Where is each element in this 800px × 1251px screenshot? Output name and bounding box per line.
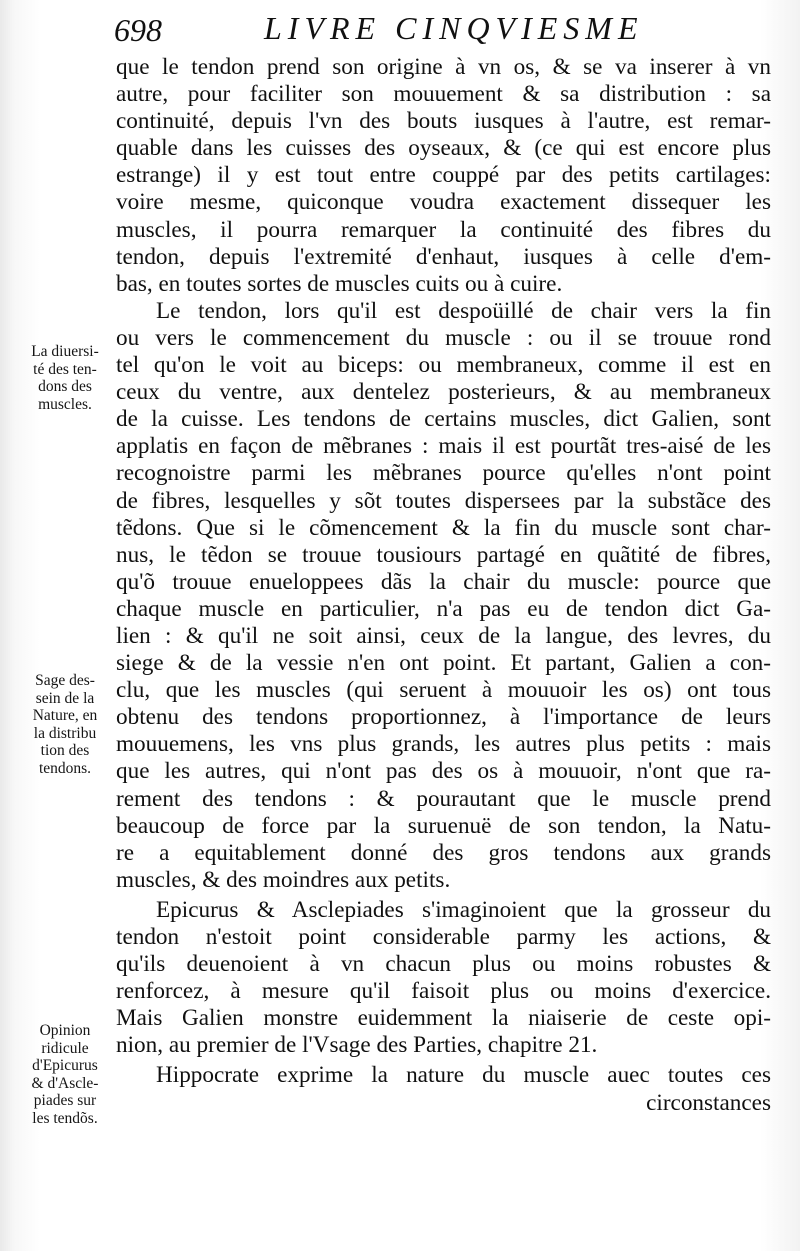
text-line: ou vers le commencement du muscle : ou il se trouue rond bbox=[116, 324, 771, 351]
margin-note-line: la distribu bbox=[33, 724, 97, 742]
main-text bbox=[116, 54, 771, 1117]
text-line: Le tendon, lors qu'il est despoüillé de chair vers la fin bbox=[156, 297, 771, 324]
text-line: renforcez, à mesure qu'il faisoit plus ou moins d'exercice. bbox=[116, 978, 771, 1005]
text-line: qu'õ trouue enueloppees dãs la chair du muscle: pource que bbox=[116, 568, 771, 595]
margin-note-line: La diuersi- bbox=[31, 343, 99, 360]
margin-note-line: dons des bbox=[38, 378, 92, 395]
text-line: quable dans les cuisses des oyseaux, & (ce qui est encore plus bbox=[116, 135, 771, 162]
margin-note-line: muscles. bbox=[38, 395, 92, 413]
text-line: chaque muscle en particulier, n'a pas eu de tendon dict Ga- bbox=[116, 595, 771, 622]
text-line: mouuemens, les vns plus grands, les autres plus petits : mais bbox=[116, 731, 771, 758]
margin-note-line: & d'Ascle- bbox=[31, 1074, 99, 1092]
text-line: de fibres, lesquelles y sõt toutes dispersees par la substãce des bbox=[116, 487, 771, 514]
text-line: tendon, depuis l'extremité d'enhaut, iusques à celle d'em- bbox=[116, 243, 771, 270]
margin-note-line: ridicule bbox=[41, 1039, 89, 1057]
text-line: re a equitablement donné des gros tendons aux grands bbox=[116, 839, 771, 866]
text-line: muscles, il pourra remarquer la continuité des fibres du bbox=[116, 216, 771, 243]
text-line: tel qu'on le voit au biceps: ou membraneux, comme il est en bbox=[116, 352, 771, 379]
text-line: bas, en toutes sortes de muscles cuits ou à cuire. bbox=[116, 270, 563, 297]
text-line: voire mesme, quiconque voudra exactement dissequer les bbox=[116, 189, 771, 216]
margin-note-line: piades sur bbox=[33, 1092, 97, 1109]
text-line: rement des tendons : & pourautant que le muscle prend bbox=[116, 785, 771, 812]
text-line: clu, que les muscles (qui seruent à mouuoir les os) ont tous bbox=[116, 677, 771, 704]
page-number: 698 bbox=[114, 12, 162, 48]
margin-note-line: les tendõs. bbox=[32, 1109, 98, 1127]
page-header bbox=[114, 8, 794, 54]
text-line: estrange) il y est tout entre couppé par des petits cartilages: bbox=[116, 162, 771, 189]
margin-note-line: tion des bbox=[40, 742, 90, 759]
margin-note-line: té des ten- bbox=[33, 360, 97, 378]
margin-note-line: sein de la bbox=[35, 689, 95, 707]
margin-note-line: Sage des- bbox=[35, 672, 95, 689]
text-line: continuité, depuis l'vn des bouts iusques à l'autre, est remar- bbox=[116, 108, 771, 135]
margin-note-line: Nature, en bbox=[32, 707, 98, 724]
text-line: nion, au premier de l'Vsage des Parties, chapitre 21. bbox=[116, 1032, 598, 1059]
text-line: Mais Galien monstre euidemment la niaiserie de ceste opi- bbox=[116, 1005, 771, 1032]
paragraph-epicurus bbox=[116, 897, 771, 1060]
text-line: nus, le tẽdon se trouue tousiours partagé en quãtité de fibres, bbox=[116, 541, 771, 568]
text-line: que le tendon prend son origine à vn os, & se va inserer à vn bbox=[116, 54, 771, 80]
margin-note-line: Opinion bbox=[39, 1022, 91, 1039]
catchword: circonstances bbox=[646, 1089, 771, 1116]
text-line: muscles, & des moindres aux petits. bbox=[116, 866, 451, 893]
text-line: de la cuisse. Les tendons de certains muscles, dict Galien, sont bbox=[116, 406, 771, 433]
margin-note-epicurus bbox=[16, 1022, 114, 1127]
margin-note-diversity bbox=[16, 343, 114, 413]
margin-note-line: tendons. bbox=[38, 759, 92, 777]
text-line: que les autres, qui n'ont pas des os à mouuoir, n'ont que ra- bbox=[116, 758, 771, 785]
text-line: qu'ils deuenoient à vn chacun plus ou moins robustes & bbox=[116, 951, 771, 978]
paragraph-tendon bbox=[116, 298, 771, 894]
text-line: siege & de la vessie n'en ont point. Et partant, Galien a con- bbox=[116, 650, 771, 677]
text-line: tendon n'estoit point considerable parmy les actions, & bbox=[116, 924, 771, 950]
text-line: recognoistre parmi les mẽbranes pource qu'elles n'ont point bbox=[116, 460, 771, 487]
text-line: autre, pour faciliter son mouuement & sa distribution : sa bbox=[116, 81, 771, 108]
paragraph-continuation bbox=[116, 54, 771, 298]
text-line: applatis en façon de mẽbranes : mais il est pourtãt tres-aisé de les bbox=[116, 433, 771, 460]
text-line: tẽdons. Que si le cõmencement & la fin du muscle sont char- bbox=[116, 514, 771, 541]
text-line: Epicurus & Asclepiades s'imaginoient que la grosseur du bbox=[156, 896, 771, 923]
running-title: LIVRE CINQVIESME bbox=[264, 10, 644, 46]
margin-note-line: d'Epicurus bbox=[32, 1057, 98, 1074]
text-line: Hippocrate exprime la nature du muscle auec toutes ces bbox=[156, 1062, 771, 1089]
catchword-line bbox=[116, 1090, 771, 1117]
text-line: ceux du ventre, aux dentelez posterieurs, & au membraneux bbox=[116, 379, 771, 406]
text-line: lien : & qu'il ne soit ainsi, ceux de la langue, des levres, du bbox=[116, 622, 771, 649]
margin-note-nature bbox=[16, 672, 114, 777]
text-line: beaucoup de force par la suruenuë de son tendon, la Natu- bbox=[116, 812, 771, 839]
text-line: obtenu des tendons proportionnez, à l'importance de leurs bbox=[116, 704, 771, 731]
paragraph-hippocrate bbox=[116, 1062, 771, 1089]
